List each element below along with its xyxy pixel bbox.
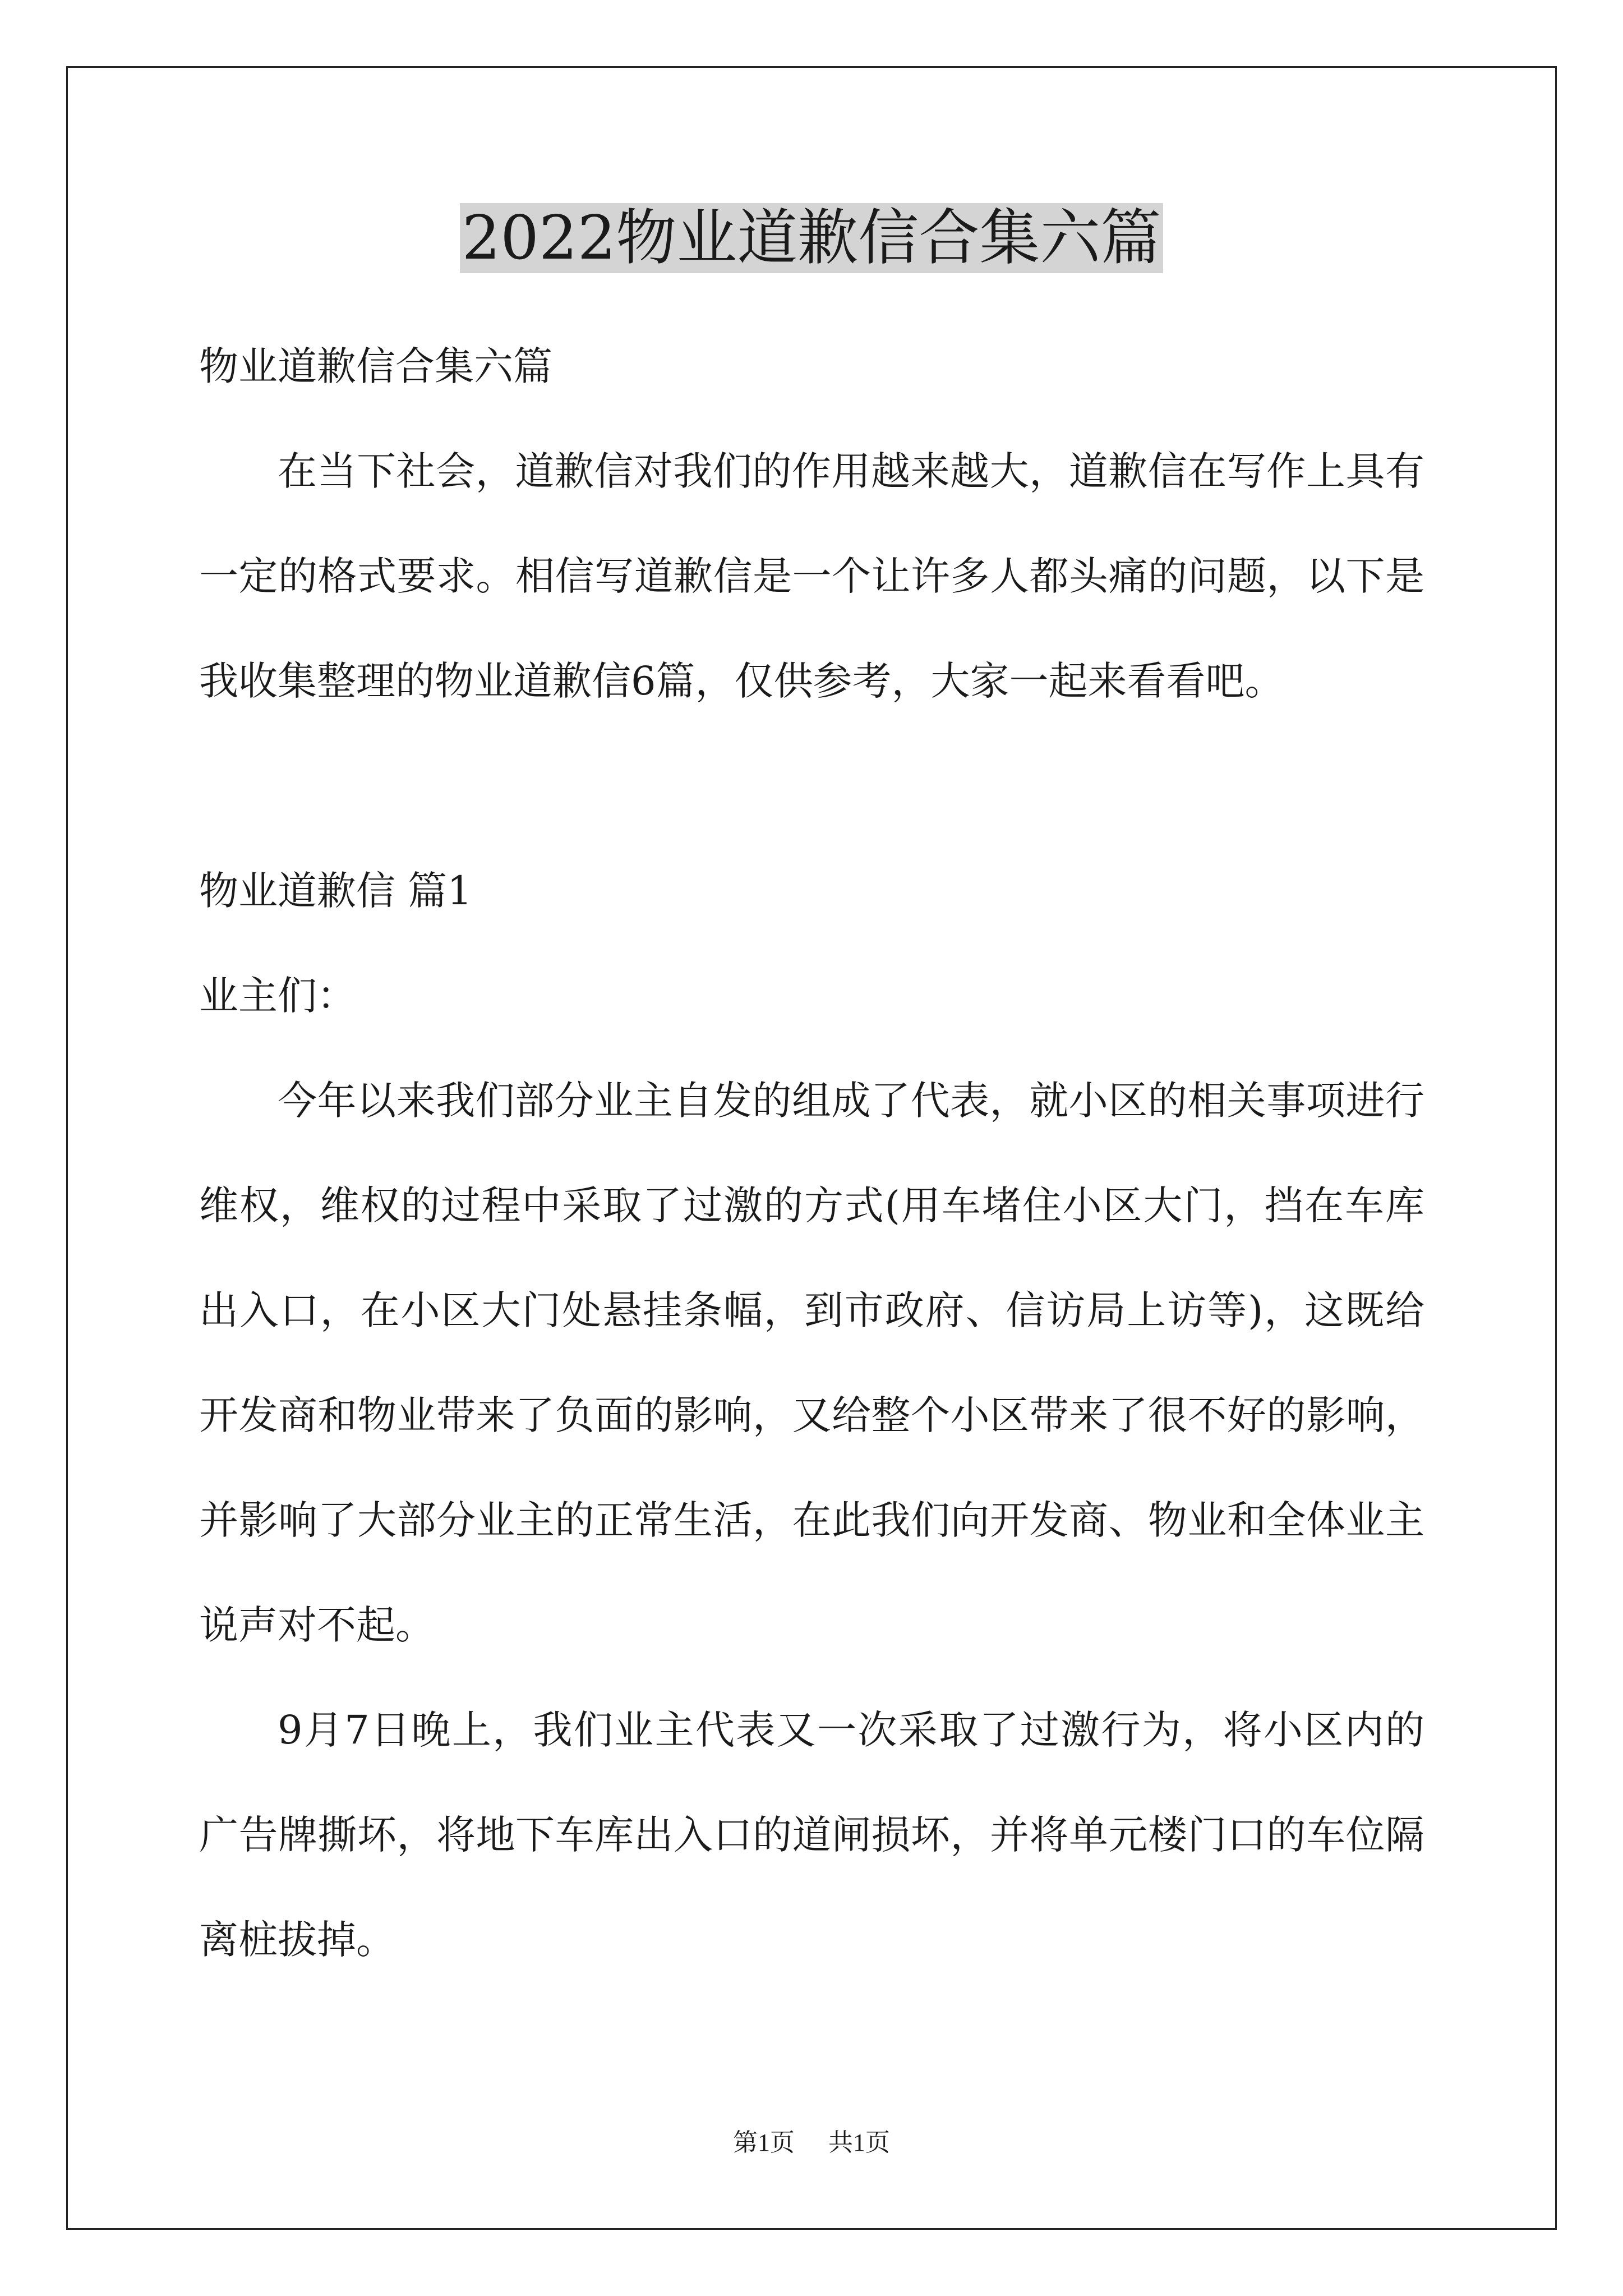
page-footer xyxy=(0,2126,1623,2160)
salutation: 业主们： xyxy=(199,973,356,1019)
body-paragraph: 9月7日晚上，我们业主代表又一次采取了过激行为，将小区内的广告牌撕坏，将地下车库出入口的道闸损坏，并将单元楼门口的车位隔离桩拔掉。 xyxy=(199,1707,1424,1963)
intro-paragraph: 在当下社会，道歉信对我们的作用越来越大，道歉信在写作上具有一定的格式要求。相信写道歉信是一个让许多人都头痛的问题，以下是我收集整理的物业道歉信6篇，仅供参考，大家一起来看看吧。 xyxy=(199,448,1424,704)
document-title-text: 2022物业道歉信合集六篇 xyxy=(460,203,1164,273)
document-title xyxy=(0,196,1623,280)
section-title: 物业道歉信 篇1 xyxy=(199,868,472,914)
document-heading: 物业道歉信合集六篇 xyxy=(199,343,552,389)
page-number: 第1页 xyxy=(733,2129,795,2156)
document-body xyxy=(199,314,1424,1993)
page-total: 共1页 xyxy=(828,2129,890,2156)
body-paragraph: 今年以来我们部分业主自发的组成了代表，就小区的相关事项进行维权，维权的过程中采取了过激的方式(用车堵住小区大门，挡在车库出入口，在小区大门处悬挂条幅，到市政府、信访局上访等)，这既给开发商和物业带来了负面的影响，又给整个小区带来了很不好的影响，并影响了大部分业主的正常生活，在此我们向开发商、物业和全体业主说声对不起。 xyxy=(199,1078,1424,1648)
